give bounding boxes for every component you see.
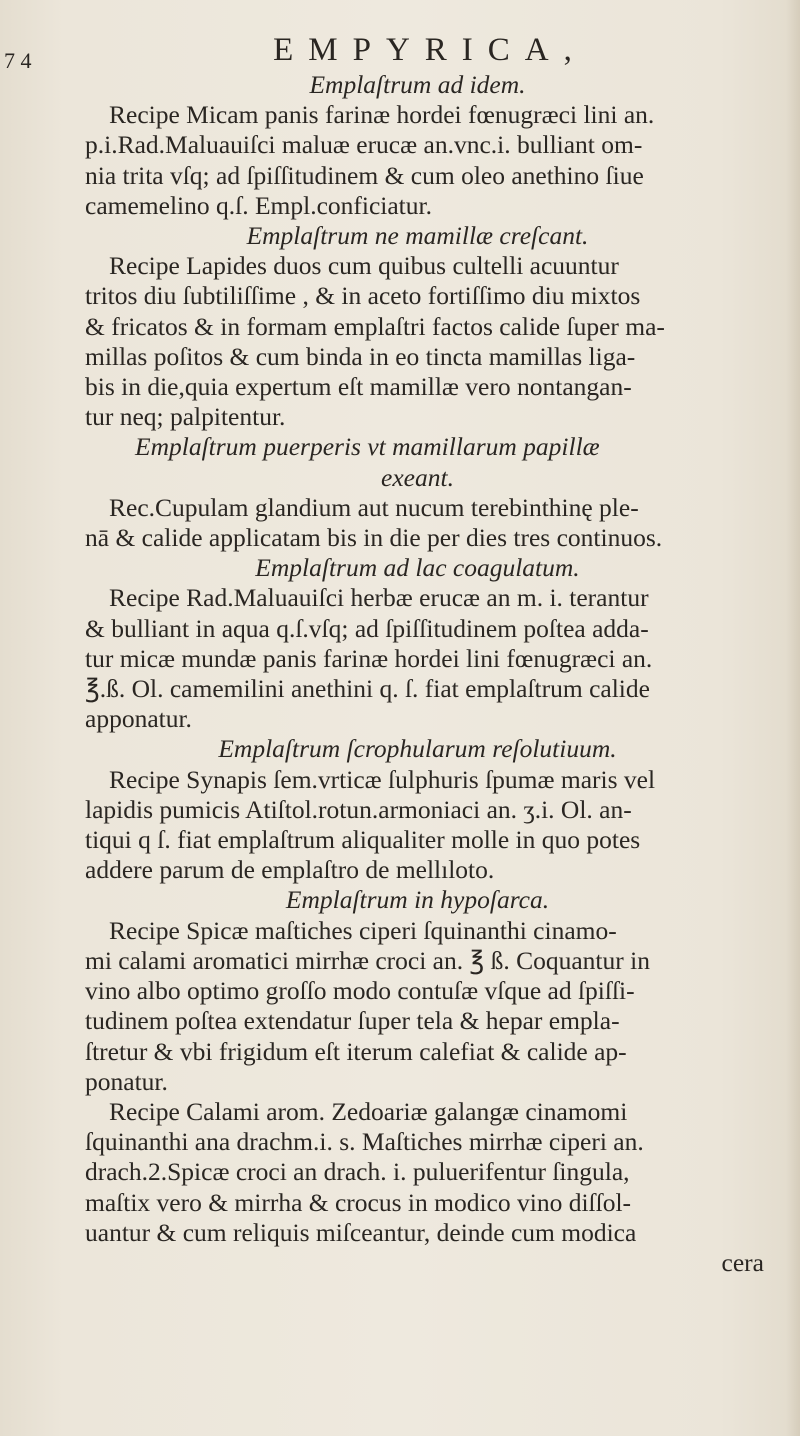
text-line: & bulliant in aqua q.ſ.vſq; ad ſpiſſitudinem poſtea adda- <box>85 613 649 643</box>
leaf-number: 7 4 <box>4 48 32 73</box>
text-line: ſtretur & vbi frigidum eſt iterum calefiat & calide ap- <box>85 1036 627 1066</box>
section-title: Emplaſtrum ſcrophularum reſolutiuum. <box>218 734 617 764</box>
section-title: Emplaſtrum puerperis vt mamillarum papillæ <box>135 432 600 462</box>
text-line: vino albo optimo groſſo modo contuſæ vſque ad ſpiſſi- <box>85 976 635 1006</box>
text-line: ponatur. <box>85 1066 168 1096</box>
text-line: Recipe Lapides duos cum quibus cultelli acuuntur <box>109 251 619 281</box>
section-scrophularum <box>85 734 790 885</box>
section-emplastrum-ad-idem <box>85 70 790 221</box>
text-line: apponatur. <box>85 704 192 734</box>
section-title-continuation: exeant. <box>381 462 454 492</box>
text-line: mi calami aromatici mirrhæ croci an. ℥ ß. Coquantur in <box>85 945 650 975</box>
text-line: camemelino q.ſ. Empl.conficiatur. <box>85 190 432 220</box>
text-line: tritos diu ſubtiliſſime , & in aceto fortiſſimo diu mixtos <box>85 281 641 311</box>
text-line: uantur & cum reliquis miſceantur, deinde cum modica <box>85 1217 637 1247</box>
text-line: drach.2.Spicæ croci an drach. i. puluerifentur ſingula, <box>85 1157 630 1187</box>
text-line: tiqui q ſ. fiat emplaſtrum aliqualiter molle in quo potes <box>85 825 641 855</box>
text-line: Recipe Rad.Maluauiſci herbæ erucæ an m. i. terantur <box>109 583 649 613</box>
text-line: nia trita vſq; ad ſpiſſitudinem & cum oleo anethino ſiue <box>85 160 644 190</box>
text-line: bis in die,quia expertum eſt mamillæ vero nontangan- <box>85 372 632 402</box>
catchword: cera <box>721 1247 764 1277</box>
text-line: tur neq; palpitentur. <box>85 402 286 432</box>
text-line: millas poſitos & cum binda in eo tincta mamillas liga- <box>85 341 636 371</box>
text-line: lapidis pumicis Atiſtol.rotun.armoniaci an. ʒ.i. Ol. an- <box>85 794 632 824</box>
section-title: Emplaſtrum ne mamillæ creſcant. <box>246 221 589 251</box>
text-line: & fricatos & in formam emplaſtri factos calide ſuper ma- <box>85 311 665 341</box>
text-line: Recipe Spicæ maſtiches ciperi ſquinanthi cinamo- <box>109 915 617 945</box>
text-line: Recipe Synapis ſem.vrticæ ſulphuris ſpumæ maris vel <box>109 764 656 794</box>
text-line: addere parum de emplaſtro de mellıloto. <box>85 855 495 885</box>
text-line: maſtix vero & mirrha & crocus in modico vino diſſol- <box>85 1187 632 1217</box>
text-line: ℥.ß. Ol. camemilini anethini q. ſ. fiat emplaſtrum calide <box>85 674 650 704</box>
section-title: Emplaſtrum in hypoſarca. <box>285 885 550 915</box>
text-line: tudinem poſtea extendatur ſuper tela & hepar empla- <box>85 1006 620 1036</box>
section-ne-mamillae-crescant <box>85 221 790 432</box>
text-line: nā & calide applicatam bis in die per dies tres continuos. <box>85 523 663 553</box>
text-line: Rec.Cupulam glandium aut nucum terebinthinę ple- <box>109 492 639 522</box>
text-line: Recipe Micam panis farinæ hordei fœnugræci lini an. <box>109 100 655 130</box>
section-ad-lac-coagulatum <box>85 553 790 734</box>
text-line: tur micæ mundæ panis farinæ hordei lini fœnugræci an. <box>85 643 653 673</box>
running-head: EMPYRICA, <box>273 32 587 68</box>
section-title: Emplaſtrum ad idem. <box>309 70 526 99</box>
text-line: Recipe Calami arom. Zedoariæ galangæ cinamomi <box>109 1096 628 1126</box>
text-line: ſquinanthi ana drachm.i. s. Maſtiches mirrhæ ciperi an. <box>85 1127 644 1157</box>
text-block <box>85 70 790 1278</box>
section-title: Emplaſtrum ad lac coagulatum. <box>255 553 580 583</box>
section-puerperis <box>85 432 790 553</box>
section-in-hyposarca <box>85 885 790 1247</box>
text-line: p.i.Rad.Maluauiſci maluæ erucæ an.vnc.i. bulliant om- <box>85 130 643 160</box>
